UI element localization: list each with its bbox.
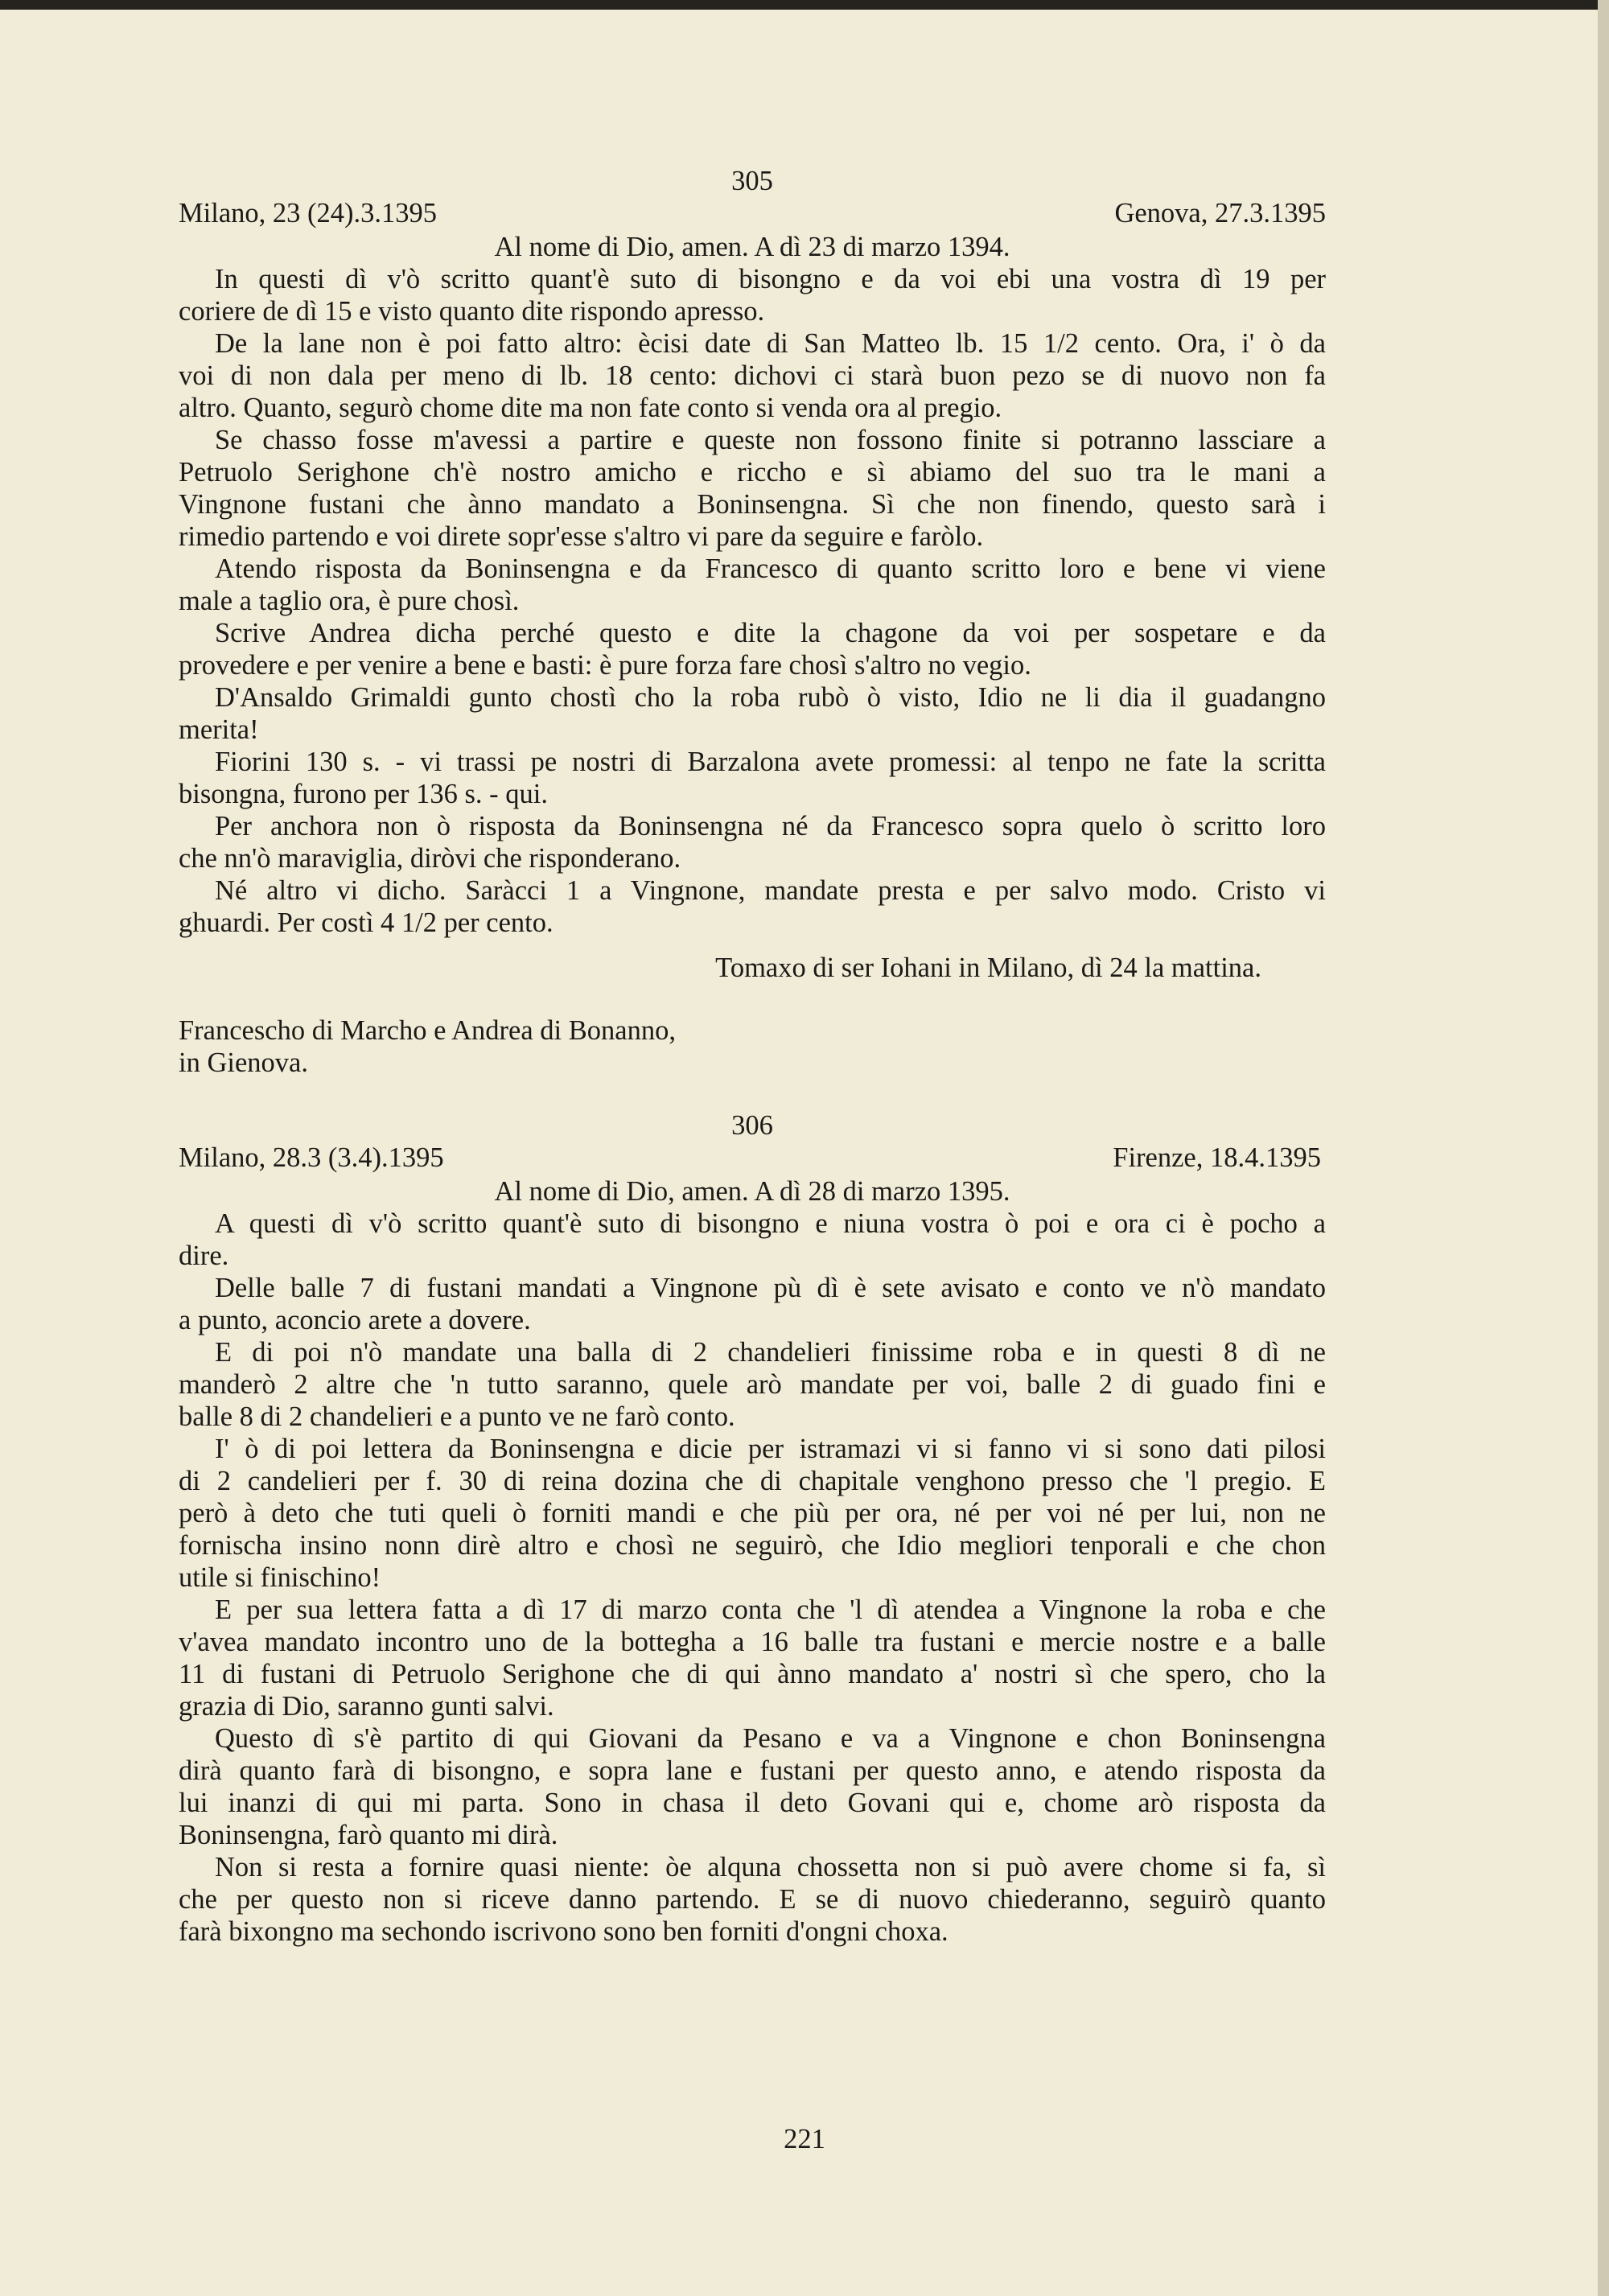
- letter-number: 305: [731, 166, 773, 196]
- text-line: altro. Quanto, segurò chome dite ma non fate conto si venda ora al pregio.: [179, 393, 1002, 423]
- text-line: bisongna, furono per 136 s. - qui.: [179, 779, 548, 809]
- paragraph: [179, 1336, 1326, 1433]
- paragraph: [179, 617, 1326, 681]
- text-line: rimedio partendo e voi direte sopr'esse s'altro vi pare da seguire e faròlo.: [179, 521, 984, 552]
- text-line: che nn'ò maraviglia, diròvi che risponderano.: [179, 843, 681, 874]
- text-line: Petruolo Serighone ch'è nostro amicho e riccho e sì abiamo del suo tra le mani a: [179, 457, 1326, 488]
- place-from: Milano, 28.3 (3.4).1395: [179, 1142, 444, 1173]
- text-line: v'avea mandato incontro uno de la bottegha a 16 balle tra fustani e mercie nostre e a balle: [179, 1627, 1326, 1657]
- paragraph: [179, 424, 1326, 553]
- place-to: Firenze, 18.4.1395: [1113, 1142, 1321, 1173]
- text-line: balle 8 di 2 chandelieri e a punto ve ne farò conto.: [179, 1401, 735, 1432]
- text-line: Per anchora non ò risposta da Boninsengna né da Francesco sopra quelo ò scritto loro: [215, 811, 1326, 841]
- text-line: dirà quanto farà di bisongno, e sopra lane e fustani per questo anno, e atendo risposta da: [179, 1755, 1326, 1786]
- letter-header: [179, 1142, 1326, 1174]
- text-line: E di poi n'ò mandate una balla di 2 chandelieri finissime roba e in questi 8 dì ne: [215, 1337, 1326, 1368]
- paragraph: [179, 1272, 1326, 1336]
- text-line: Né altro vi dicho. Saràcci 1 a Vingnone, mandate presta e per salvo modo. Cristo vi: [215, 875, 1326, 906]
- greeting: Al nome di Dio, amen. A dì 23 di marzo 1394.: [494, 232, 1010, 262]
- text-line: manderò 2 altre che 'n tutto saranno, quele arò mandate per voi, balle 2 di guado fini e: [179, 1369, 1326, 1400]
- text-line: ghuardi. Per costì 4 1/2 per cento.: [179, 907, 553, 938]
- text-line: lui inanzi di qui mi parta. Sono in chasa il deto Govani qui e, chome arò risposta da: [179, 1788, 1326, 1818]
- text-line: di 2 candelieri per f. 30 di reina dozina che di chapitale venghono presso che 'l pregio. E: [179, 1466, 1326, 1496]
- text-line: voi di non dala per meno di lb. 18 cento: dichovi ci starà buon pezo se di nuovo non fa: [179, 360, 1326, 391]
- place-to: Genova, 27.3.1395: [1114, 198, 1326, 228]
- paragraph: [179, 1851, 1326, 1948]
- letter-header: [179, 197, 1326, 229]
- text-line: male a taglio ora, è pure chosì.: [179, 586, 520, 616]
- letter-body: [179, 1208, 1326, 1948]
- document-page: [179, 165, 1326, 1948]
- text-line: D'Ansaldo Grimaldi gunto chostì cho la roba rubò ò visto, Idio ne li dia il guadangno: [215, 682, 1326, 713]
- text-line: Non si resta a fornire quasi niente: òe alquna chossetta non si può avere chome si fa, sì: [215, 1852, 1326, 1882]
- text-line: De la lane non è poi fatto altro: ècisi date di San Matteo lb. 15 1/2 cento. Ora, i' ò da: [215, 328, 1326, 359]
- text-line: Scrive Andrea dicha perché questo e dite la chagone da voi per sospetare e da: [215, 618, 1326, 648]
- text-line: però à deto che tuti queli ò forniti mandi e che più per ora, né per voi né per lui, non ne: [179, 1498, 1326, 1529]
- paragraph: [179, 810, 1326, 874]
- text-line: Se chasso fosse m'avessi a partire e queste non fossono finite si potranno lassciare a: [215, 425, 1326, 455]
- place-from: Milano, 23 (24).3.1395: [179, 198, 438, 228]
- paragraph: [179, 327, 1326, 424]
- text-line: 11 di fustani di Petruolo Serighone che di qui ànno mandato a' nostri sì che spero, cho la: [179, 1659, 1326, 1689]
- text-line: farà bixongno ma sechondo iscrivono sono ben forniti d'ongni choxa.: [179, 1916, 949, 1947]
- text-line: merita!: [179, 714, 259, 745]
- text-line: coriere de dì 15 e visto quanto dite rispondo apresso.: [179, 296, 765, 327]
- text-line: Fiorini 130 s. - vi trassi pe nostri di Barzalona avete promessi: al tenpo ne fate la scritta: [215, 747, 1326, 777]
- text-line: Questo dì s'è partito di qui Giovani da Pesano e va a Vingnone e chon Boninsengna: [215, 1723, 1326, 1754]
- letter-body: [179, 263, 1326, 939]
- paragraph: [179, 1722, 1326, 1851]
- text-line: che per questo non si riceve danno partendo. E se di nuovo chiederanno, seguirò quanto: [179, 1884, 1326, 1915]
- letter-number: 306: [731, 1110, 773, 1141]
- address-block: [179, 1014, 1326, 1079]
- page-number: 221: [784, 2124, 825, 2154]
- text-line: E per sua lettera fatta a dì 17 di marzo conta che 'l dì atendea a Vingnone la roba e che: [215, 1594, 1326, 1625]
- text-line: a punto, aconcio arete a dovere.: [179, 1305, 531, 1335]
- address-line: in Gienova.: [179, 1047, 308, 1078]
- text-line: utile si finischino!: [179, 1562, 381, 1593]
- scan-right-edge: [1598, 0, 1609, 2296]
- text-line: Delle balle 7 di fustani mandati a Vingnone pù dì è sete avisato e conto ve n'ò mandato: [215, 1273, 1326, 1303]
- text-line: Atendo risposta da Boninsengna e da Francesco di quanto scritto loro e bene vi viene: [215, 553, 1326, 584]
- paragraph: [179, 746, 1326, 810]
- paragraph: [179, 681, 1326, 746]
- paragraph: [179, 1433, 1326, 1594]
- greeting: Al nome di Dio, amen. A dì 28 di marzo 1395.: [494, 1176, 1010, 1207]
- text-line: Vingnone fustani che ànno mandato a Boninsengna. Sì che non finendo, questo sarà i: [179, 489, 1326, 520]
- paragraph: [179, 874, 1326, 939]
- scan-top-edge: [0, 0, 1609, 10]
- text-line: A questi dì v'ò scritto quant'è suto di bisongno e niuna vostra ò poi e ora ci è pocho a: [215, 1208, 1326, 1239]
- text-line: grazia di Dio, saranno gunti salvi.: [179, 1691, 554, 1722]
- paragraph: [179, 553, 1326, 617]
- text-line: I' ò di poi lettera da Boninsengna e dicie per istramazi vi si fanno vi si sono dati pilosi: [215, 1434, 1326, 1464]
- paragraph: [179, 1594, 1326, 1722]
- text-line: In questi dì v'ò scritto quant'è suto di bisongno e da voi ebi una vostra dì 19 per: [215, 264, 1326, 294]
- paragraph: [179, 1208, 1326, 1272]
- text-line: dire.: [179, 1241, 229, 1271]
- text-line: fornischa insino nonn dirè altro e chosì ne seguirò, che Idio megliori tenporali e che chon: [179, 1530, 1326, 1561]
- text-line: Boninsengna, farò quanto mi dirà.: [179, 1820, 558, 1850]
- address-line: Francescho di Marcho e Andrea di Bonanno,: [179, 1015, 676, 1046]
- paragraph: [179, 263, 1326, 327]
- text-line: provedere e per venire a bene e basti: è pure forza fare chosì s'altro no vegio.: [179, 650, 1031, 681]
- closing-signature: Tomaxo di ser Iohani in Milano, dì 24 la mattina.: [715, 953, 1261, 983]
